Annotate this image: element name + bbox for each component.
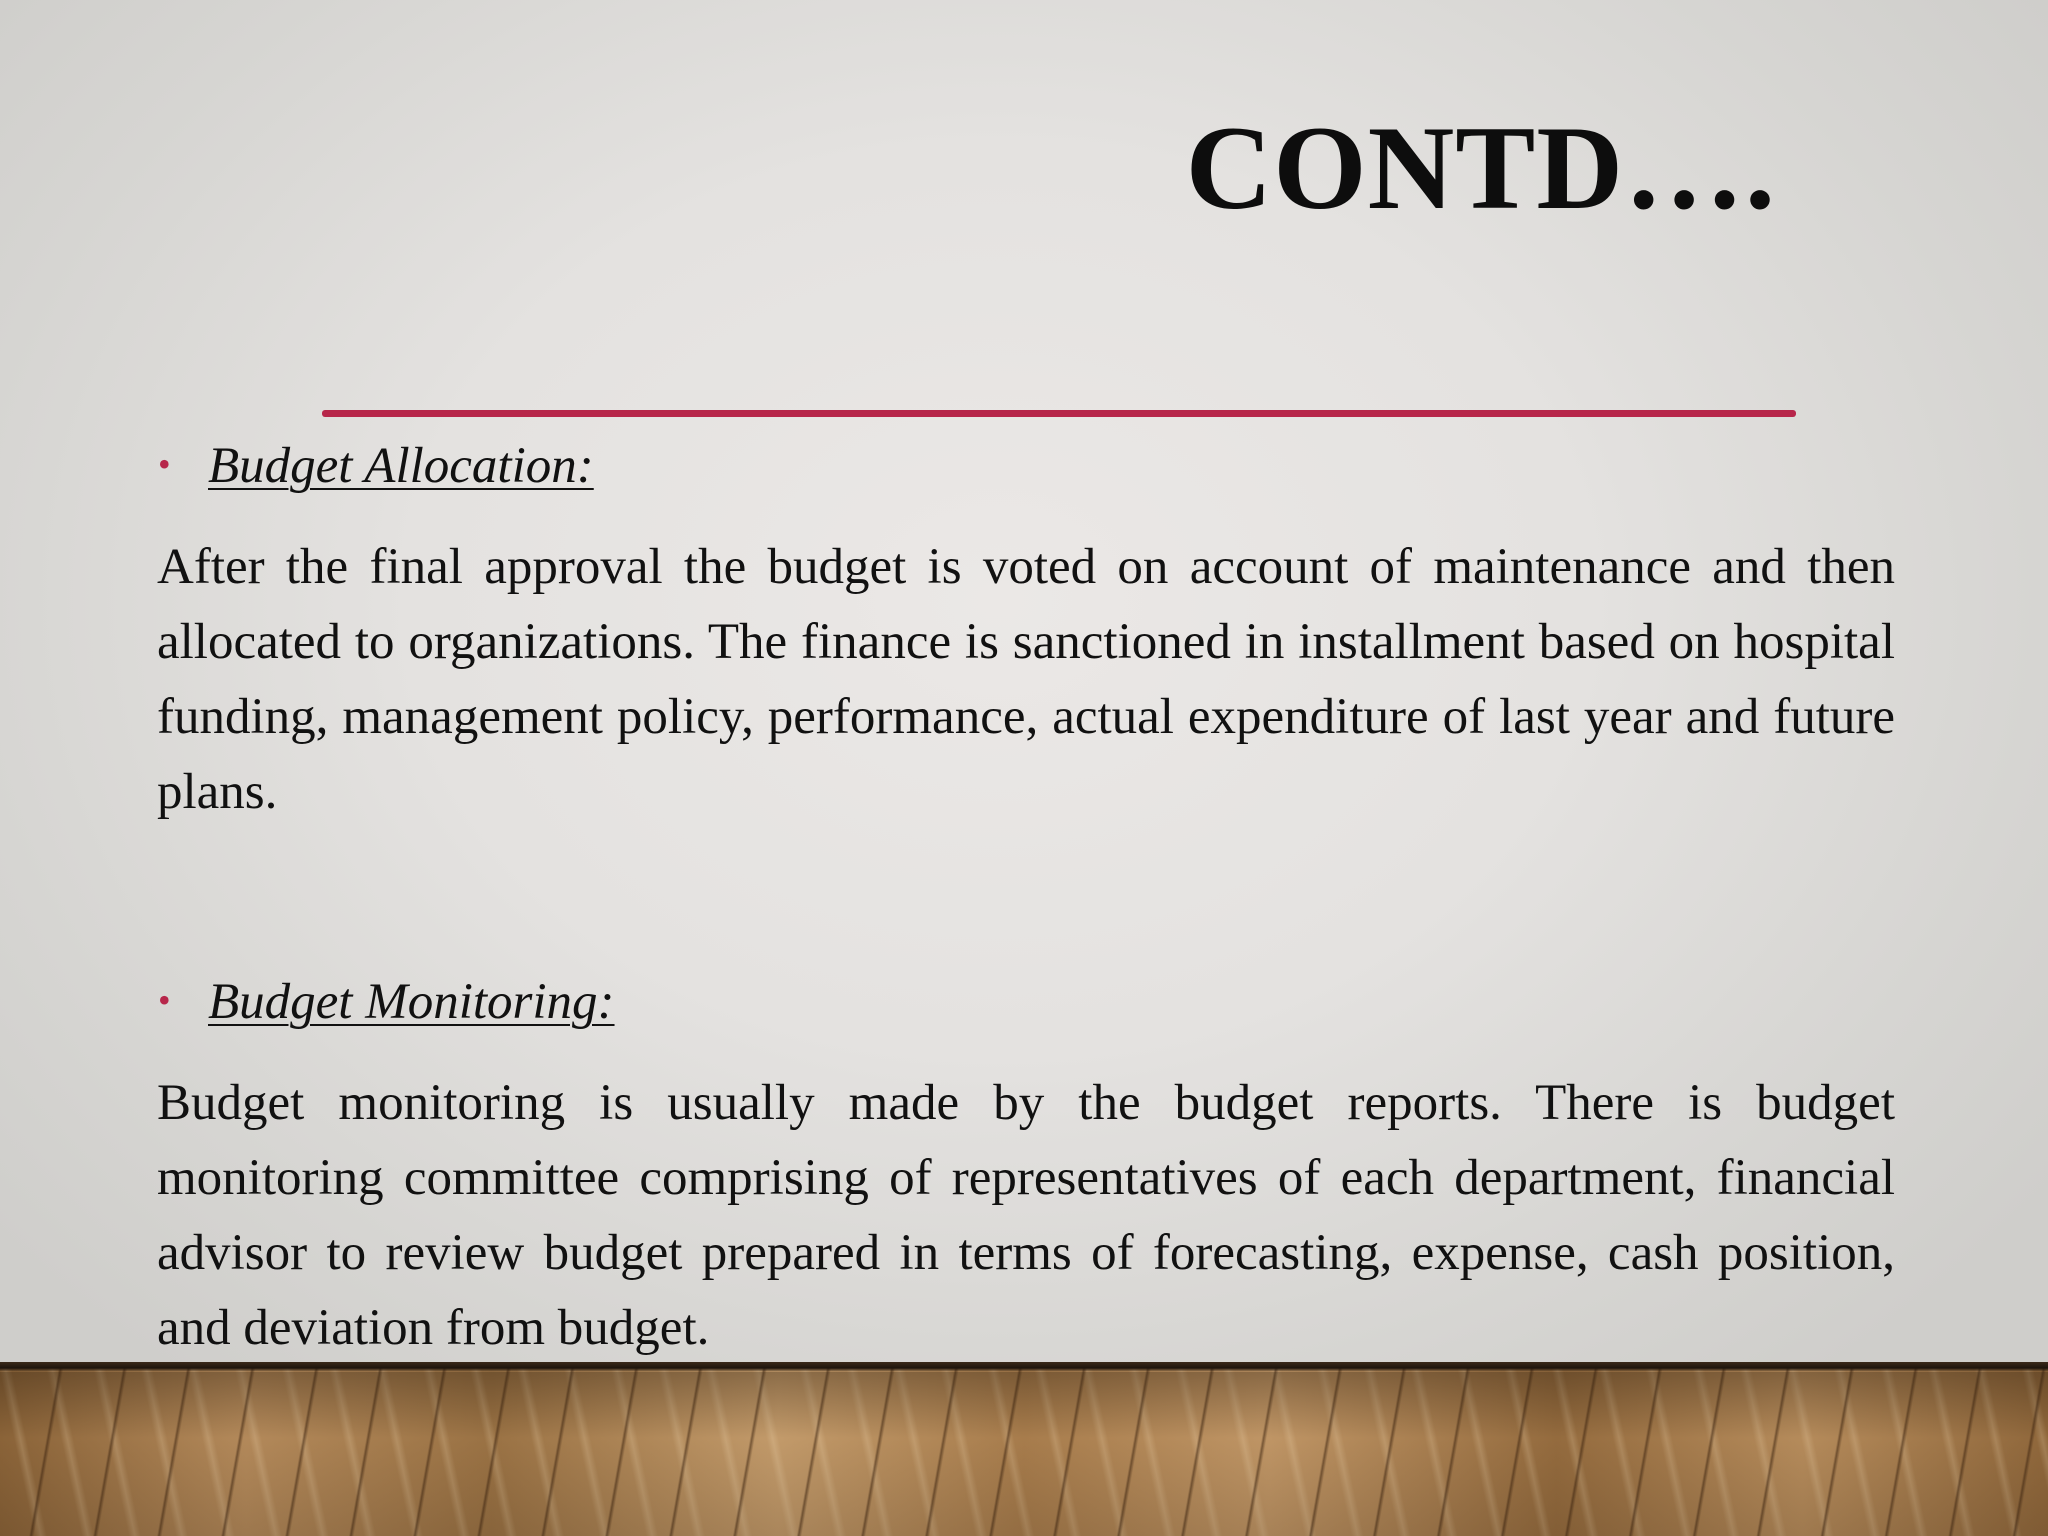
section-heading-budget-allocation: Budget Allocation: bbox=[208, 438, 594, 494]
bullet-dot-icon: • bbox=[158, 444, 171, 484]
title-divider-line bbox=[322, 410, 1796, 417]
wood-floor-shade bbox=[0, 1372, 2048, 1536]
section-body-budget-allocation: After the final approval the budget is voted on account of maintenance and then allocated to organizations. The finance is sanctioned in installment based on hospital funding, management policy, performance, actual expenditure of last year and future plans. bbox=[157, 539, 1895, 820]
bullet-dot-icon: • bbox=[158, 980, 171, 1020]
floor-edge-line bbox=[0, 1362, 2048, 1372]
bullet-budget-monitoring bbox=[158, 974, 615, 1030]
bullet-budget-allocation bbox=[158, 438, 594, 494]
slide-title: CONTD…. bbox=[1185, 101, 1776, 234]
section-heading-budget-monitoring: Budget Monitoring: bbox=[208, 974, 615, 1030]
section-body-budget-monitoring: Budget monitoring is usually made by the budget reports. There is budget monitoring committee comprising of representatives of each department, financial advisor to review budget prepared in terms of forecasting, expense, cash position, and deviation from budget. bbox=[157, 1075, 1895, 1356]
